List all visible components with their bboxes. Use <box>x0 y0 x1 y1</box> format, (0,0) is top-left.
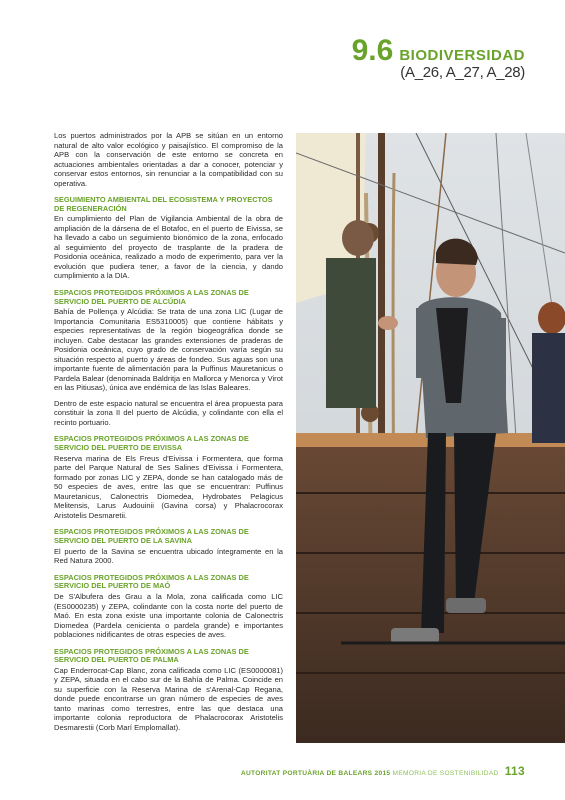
paragraph-palma: Cap Enderrocat-Cap Blanc, zona calificada como LIC (ES0000081) y ZEPA, situada en el cabo sur de la Bahía de Palma. Coincide en su superficie con la Reserva Marina de s'Arenal-Cap Regana, donde puede encontrarse un gran número de especies de aves tanto marinas como terrestres, entre las que destaca una importante colonia reproductora de Phalacrocorax Aristotelis Desmarestii (Corb Marí Emplomallat). <box>54 665 283 732</box>
section-header <box>352 34 525 81</box>
sailing-ship-photo <box>296 133 565 743</box>
paragraph-alcudia-1: Bahía de Pollença y Alcúdia: Se trata de una zona LIC (Lugar de Importancia Comunitaria ES5310005) que contiene hábitats y especies representativas de la región biogeográfica donde se incluyen. Cabe destacar las grandes extensiones de praderas de Posidonia oceánica, cuyo grado de conservación varía según su situación respecto al puerto y áreas de fondeo. Sus aguas son una importante fuente de alimentación para la Puffinus Mauretanicus o Pardela Balear (denominada Baldritja en Mallorca y Menorca y Virot en las Pitiusas), única ave endémica de las Islas Baleares. <box>54 307 283 393</box>
intro-paragraph: Los puertos administrados por la APB se sitúan en un entorno natural de alto valor ecológico y paisajístico. El compromiso de la APB con la conservación de este entorno se concreta en actuaciones ambientales orientadas a dar a conocer, potenciar y conservar estos entornos, sin renunciar a la compatibilidad con su operativa. <box>54 131 283 188</box>
footer-year: 2015 <box>374 770 391 777</box>
paragraph-seguimiento: En cumplimiento del Plan de Vigilancia Ambiental de la obra de ampliación de la dársena de el Botafoc, en el puerto de Eivissa, se ha llevado a cabo un seguimiento bionómico de la zona, enfocado al seguimiento del proyecto de trasplante de la pradera de Posidonia oceánica, realizado a modo de experimento, para ver la evolución que pudiera tener, a favor de la ciencia, y dando cumplimiento a la DIA. <box>54 214 283 281</box>
paragraph-alcudia-2: Dentro de este espacio natural se encuentra el área propuesta para constituir la zona II del puerto de Alcúdia, y colindante con ella el recinto portuario. <box>54 398 283 427</box>
text-column <box>54 131 283 739</box>
section-heading-savina: ESPACIOS PROTEGIDOS PRÓXIMOS A LAS ZONAS DE SERVICIO DEL PUERTO DE LA SAVINA <box>54 527 249 545</box>
footer-report-title: MEMORIA DE SOSTENIBILIDAD <box>392 770 499 777</box>
paragraph-eivissa: Reserva marina de Els Freus d'Eivissa i Formentera, que forma parte del Parque Natural de Ses Salines d'Eivissa i Formentera, formado por zonas LIC y ZEPA, donde se han catalogado más de 50 especies de aves, entre las que se encuentran: Puffinus Mauretanicus, Calonectris Diomedea, Hydrobates Pelagicus Melitensis, Larus Audouinii (Gavina corsa) y Phalacrocorax Aristotelis Desmaretii. <box>54 453 283 520</box>
page-footer <box>241 764 525 778</box>
page-number: 113 <box>504 764 525 778</box>
section-heading-seguimiento: SEGUIMIENTO AMBIENTAL DEL ECOSISTEMA Y PROYECTOS DE REGENERACIÓN <box>54 195 273 213</box>
section-heading-eivissa: ESPACIOS PROTEGIDOS PRÓXIMOS A LAS ZONAS DE SERVICIO DEL PUERTO DE EIVISSA <box>54 434 249 453</box>
section-heading-alcudia: ESPACIOS PROTEGIDOS PRÓXIMOS A LAS ZONAS DE SERVICIO DEL PUERTO DE ALCÚDIA <box>54 287 249 306</box>
footer-organization: AUTORITAT PORTUÀRIA DE BALEARS <box>240 770 373 777</box>
paragraph-mao: De S'Albufera des Grau a la Mola, zona calificada como LIC (ES0000235) y ZEPA, colindante con la costa norte del puerto de Maó. En esta zona existe una importante colonia de Calonectris Diomedea (Pardela cenicienta o pardela grande) e importantes poblaciones nidificantes de otras especies de aves. <box>54 592 283 640</box>
paragraph-savina: El puerto de la Savina se encuentra ubicado íntegramente en la Red Natura 2000. <box>54 546 283 566</box>
section-number: 9.6 <box>351 34 394 67</box>
section-heading-mao: ESPACIOS PROTEGIDOS PRÓXIMOS A LAS ZONAS DE SERVICIO DEL PUERTO DE MAÓ <box>54 572 249 591</box>
section-heading-palma: ESPACIOS PROTEGIDOS PRÓXIMOS A LAS ZONAS DE SERVICIO DEL PUERTO DE PALMA <box>54 646 249 665</box>
indicator-codes: (A_26, A_27, A_28) <box>400 64 525 81</box>
section-title: BIODIVERSIDAD <box>399 47 525 64</box>
